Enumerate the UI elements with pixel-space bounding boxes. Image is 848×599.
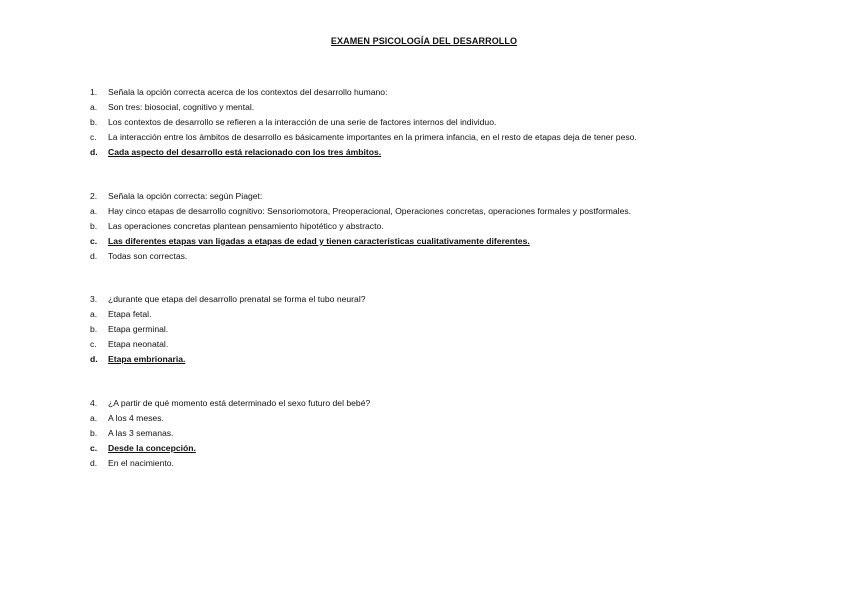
option-d-correct — [90, 144, 810, 159]
option-letter: c. — [90, 235, 98, 246]
option-text: Cada aspecto del desarrollo está relacionado con los tres ámbitos. — [108, 146, 382, 157]
option-text: Etapa fetal. — [108, 309, 152, 320]
question-number: 2. — [90, 191, 98, 202]
option-text: Etapa germinal. — [108, 323, 169, 334]
option-d — [90, 248, 810, 263]
option-letter: c. — [90, 338, 97, 349]
option-letter: b. — [90, 220, 98, 231]
option-a — [90, 100, 810, 115]
option-a — [90, 204, 810, 219]
question-text: Señala la opción correcta acerca de los contextos del desarrollo humano: — [108, 87, 388, 98]
option-text: Las diferentes etapas van ligadas a etapas de edad y tienen características cualitativamente diferentes. — [108, 235, 530, 246]
option-letter: a. — [90, 102, 98, 113]
option-c-correct — [90, 440, 810, 455]
option-text: En el nacimiento. — [108, 457, 174, 468]
question-number: 1. — [90, 87, 98, 98]
option-c — [90, 336, 810, 351]
option-letter: a. — [90, 413, 98, 424]
option-text: Etapa neonatal. — [108, 338, 169, 349]
question-3 — [90, 292, 810, 366]
question-4 — [90, 396, 810, 470]
option-letter: c. — [90, 131, 97, 142]
option-b — [90, 426, 810, 441]
question-prompt — [90, 85, 810, 100]
option-letter: c. — [90, 442, 98, 453]
question-prompt — [90, 292, 810, 307]
question-text: Señala la opción correcta: según Piaget: — [108, 191, 263, 202]
question-prompt — [90, 396, 810, 411]
option-text: Desde la concepción. — [108, 442, 196, 453]
option-text: Las operaciones concretas plantean pensamiento hipotético y abstracto. — [108, 220, 384, 231]
question-1 — [90, 85, 810, 159]
option-text: Son tres: biosocial, cognitivo y mental. — [108, 102, 255, 113]
question-number: 3. — [90, 294, 98, 305]
question-text: ¿durante que etapa del desarrollo prenatal se forma el tubo neural? — [108, 294, 366, 305]
option-text: Los contextos de desarrollo se refieren a la interacción de una serie de factores internos del individuo. — [108, 116, 497, 127]
option-a — [90, 411, 810, 426]
option-text: A los 4 meses. — [108, 413, 164, 424]
option-text: Todas son correctas. — [108, 250, 188, 261]
question-number: 4. — [90, 398, 98, 409]
option-text: A las 3 semanas. — [108, 427, 174, 438]
option-letter: a. — [90, 309, 98, 320]
option-b — [90, 219, 810, 234]
option-text: La interacción entre los ámbitos de desarrollo es básicamente importantes en la primera infancia, en el resto de etapas deja de tener peso. — [108, 131, 637, 142]
option-text: Etapa embrionaria. — [108, 353, 186, 364]
option-letter: d. — [90, 457, 98, 468]
question-text: ¿A partir de qué momento está determinado el sexo futuro del bebé? — [108, 398, 371, 409]
option-c — [90, 129, 810, 144]
option-letter: d. — [90, 146, 98, 157]
option-b — [90, 322, 810, 337]
question-2 — [90, 189, 810, 263]
exam-title: EXAMEN PSICOLOGÍA DEL DESARROLLO — [330, 36, 518, 46]
option-letter: d. — [90, 353, 98, 364]
option-text: Hay cinco etapas de desarrollo cognitivo: Sensoriomotora, Preoperacional, Operaciones concretas, operaciones formales y postformales. — [108, 206, 632, 217]
option-letter: b. — [90, 427, 98, 438]
option-b — [90, 115, 810, 130]
option-letter: b. — [90, 116, 98, 127]
option-letter: b. — [90, 323, 98, 334]
option-a — [90, 307, 810, 322]
option-d-correct — [90, 351, 810, 366]
option-d — [90, 455, 810, 470]
option-letter: d. — [90, 250, 98, 261]
question-prompt — [90, 189, 810, 204]
option-letter: a. — [90, 206, 98, 217]
option-c-correct — [90, 233, 810, 248]
